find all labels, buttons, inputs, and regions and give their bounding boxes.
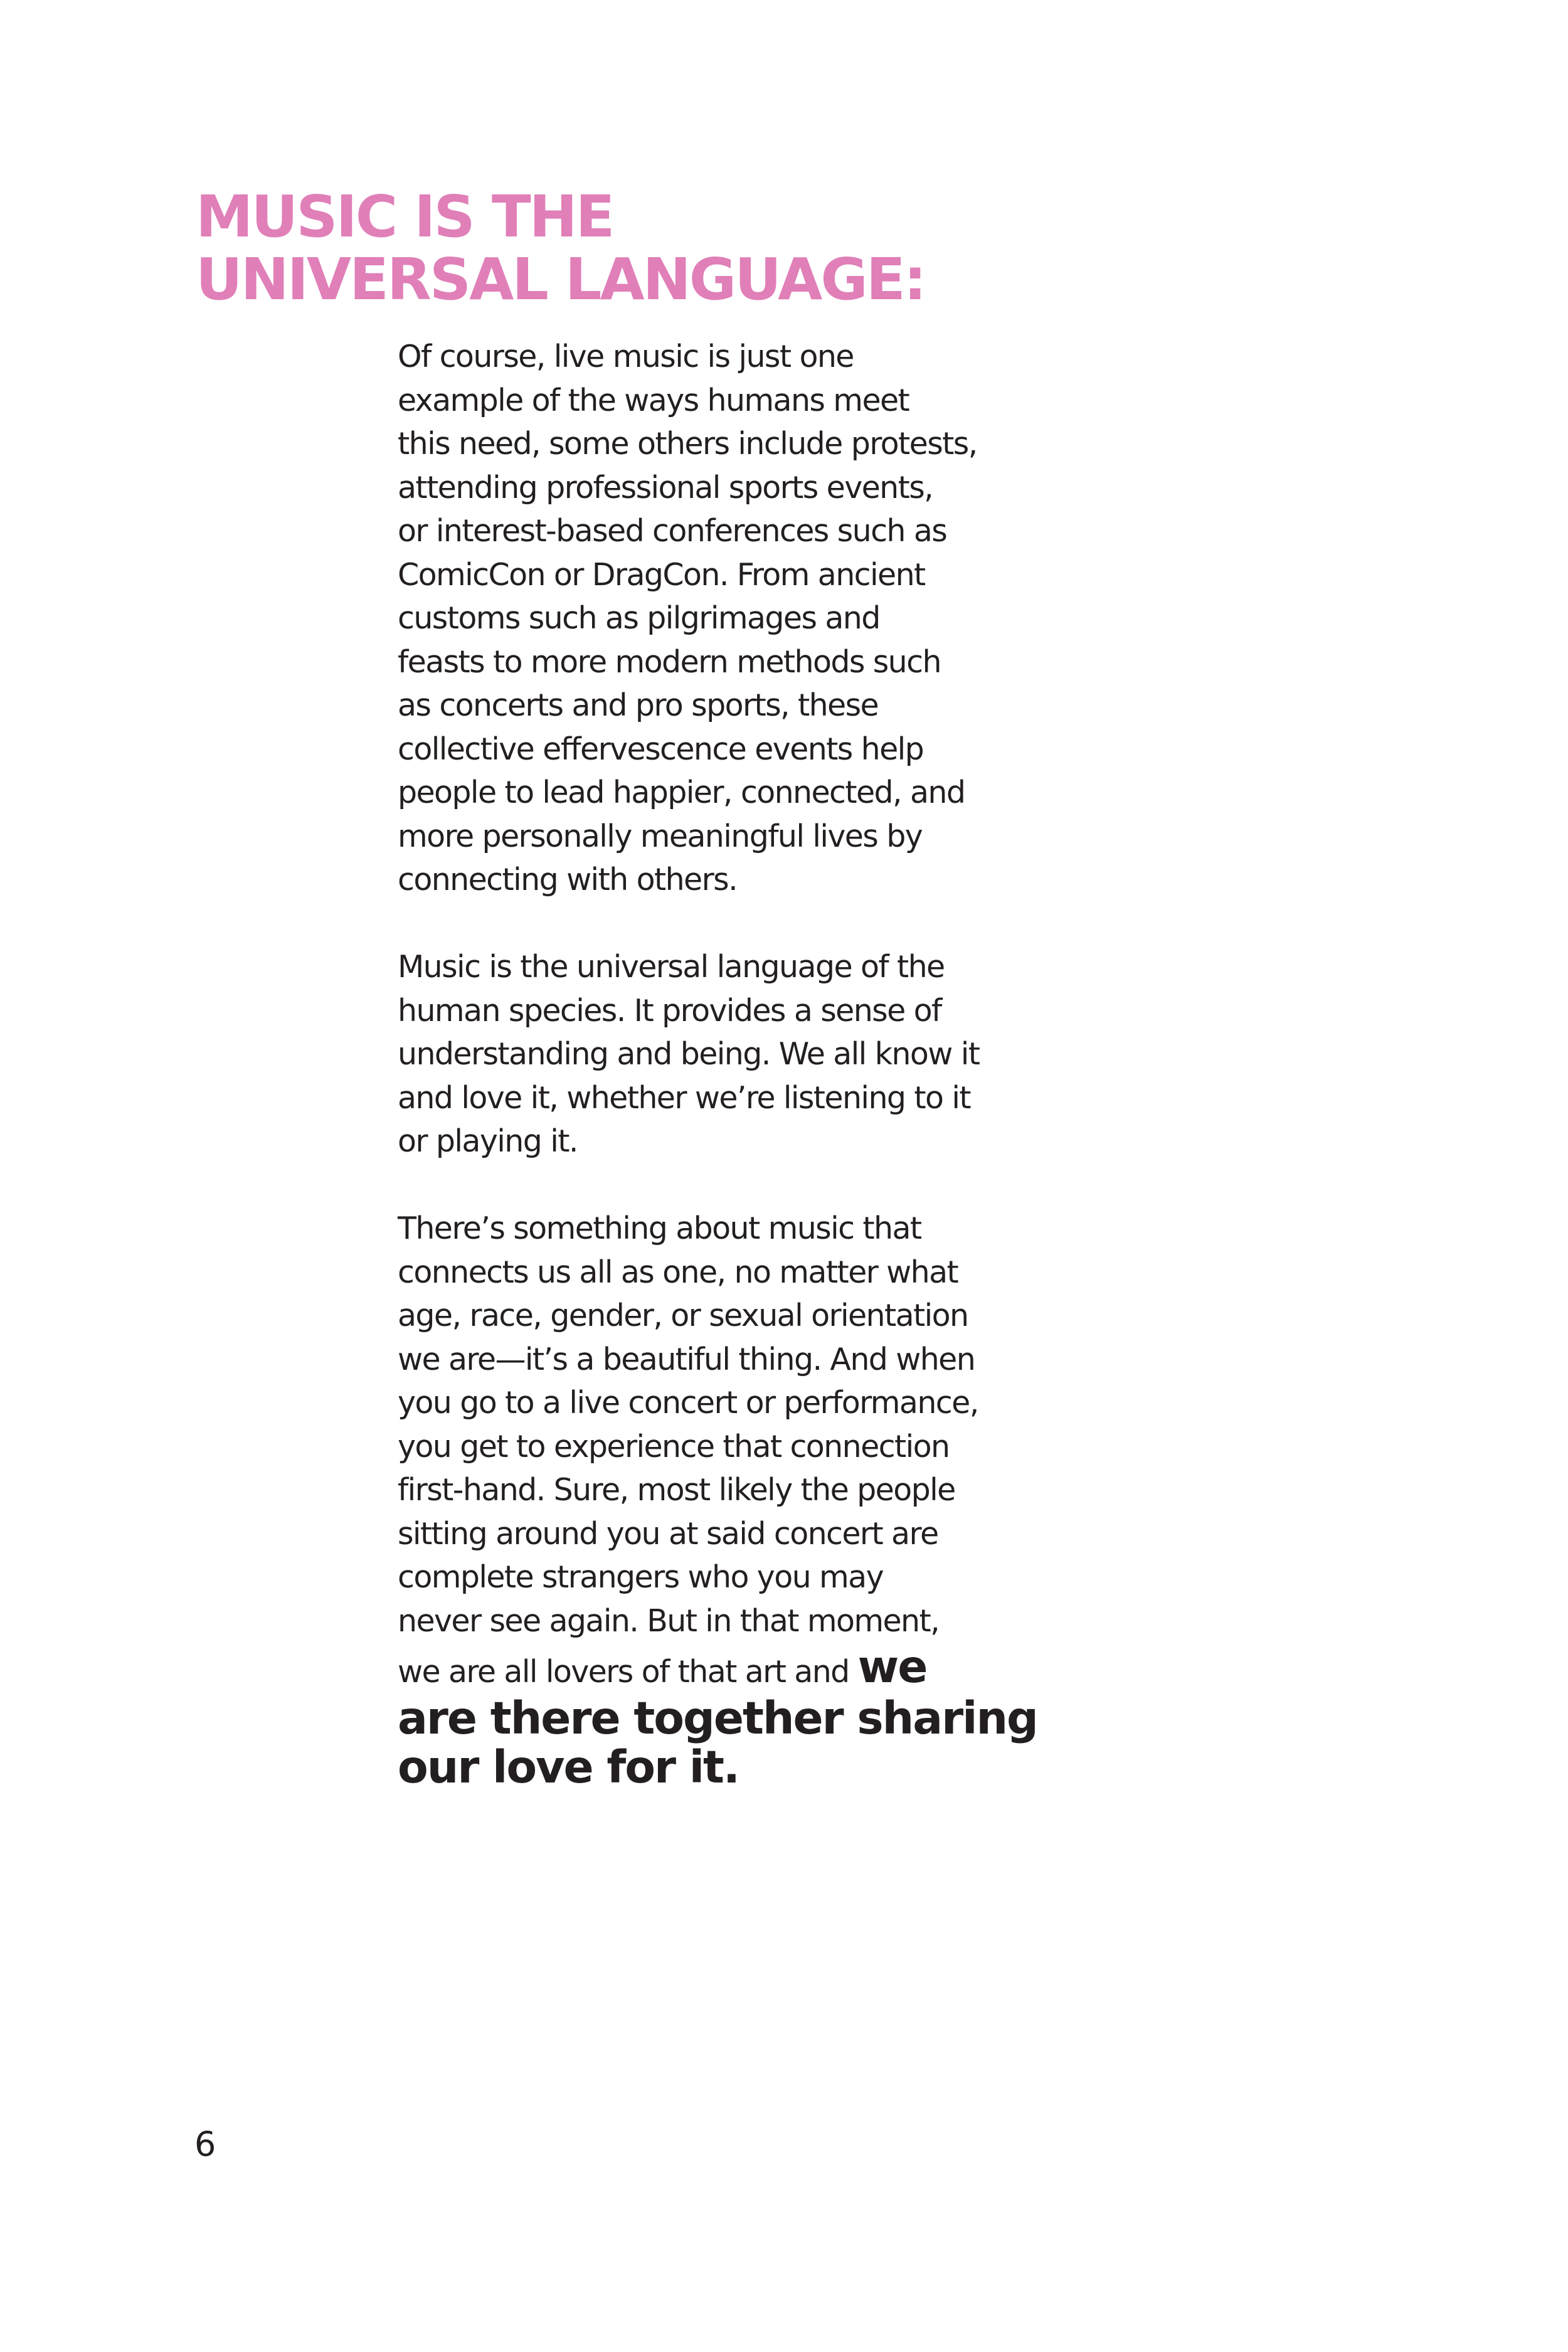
page-number: 6 xyxy=(194,2124,216,2164)
text-line: feasts to more modern methods such xyxy=(398,644,941,680)
text-line: or playing it. xyxy=(398,1123,578,1159)
text-line: ComicCon or DragCon. From ancient xyxy=(398,556,925,593)
text-line: attending professional sports events, xyxy=(398,469,933,506)
body-text xyxy=(398,335,1050,1835)
paragraph-3 xyxy=(398,1207,1050,1792)
heading-line-2: UNIVERSAL LANGUAGE: xyxy=(196,246,925,313)
text-line: you get to experience that connection xyxy=(398,1428,950,1465)
text-line: as concerts and pro sports, these xyxy=(398,687,879,723)
text-line: Music is the universal language of the xyxy=(398,949,945,985)
emphasis-text: are there together sharing xyxy=(398,1692,1037,1744)
text-line: sitting around you at said concert are xyxy=(398,1515,938,1552)
section-heading xyxy=(196,183,925,313)
paragraph-1 xyxy=(398,335,1050,902)
emphasis-text: our love for it. xyxy=(398,1740,739,1793)
text-line: you go to a live concert or performance, xyxy=(398,1385,978,1421)
text-line: and love it, whether we’re listening to it xyxy=(398,1079,970,1116)
text-line: There’s something about music that xyxy=(398,1210,921,1246)
text-line: understanding and being. We all know it xyxy=(398,1036,980,1072)
text-line: connecting with others. xyxy=(398,862,738,898)
text-line: we are—it’s a beautiful thing. And when xyxy=(398,1341,975,1377)
text-line: connects us all as one, no matter what xyxy=(398,1254,958,1290)
text-line: more personally meaningful lives by xyxy=(398,818,923,854)
heading-line-1: MUSIC IS THE xyxy=(196,183,613,250)
text-line: complete strangers who you may xyxy=(398,1559,883,1595)
text-line: collective effervescence events help xyxy=(398,731,924,767)
text-line: age, race, gender, or sexual orientation xyxy=(398,1298,968,1333)
text-line: human species. It provides a sense of xyxy=(398,992,941,1029)
text-line: first-hand. Sure, most likely the people xyxy=(398,1472,955,1508)
emphasis-text: we xyxy=(857,1641,927,1693)
text-line: people to lead happier, connected, and xyxy=(398,775,965,810)
text-run: we are all lovers of that art and xyxy=(398,1654,858,1690)
paragraph-2 xyxy=(398,945,1050,1163)
text-line: never see again. But in that moment, xyxy=(398,1602,940,1639)
text-line-with-emphasis xyxy=(398,1643,1050,1694)
text-line: this need, some others include protests, xyxy=(398,426,977,462)
text-line: customs such as pilgrimages and xyxy=(398,600,880,636)
text-line: Of course, live music is just one xyxy=(398,339,854,374)
text-line: or interest-based conferences such as xyxy=(398,513,947,549)
text-line: example of the ways humans meet xyxy=(398,382,909,418)
